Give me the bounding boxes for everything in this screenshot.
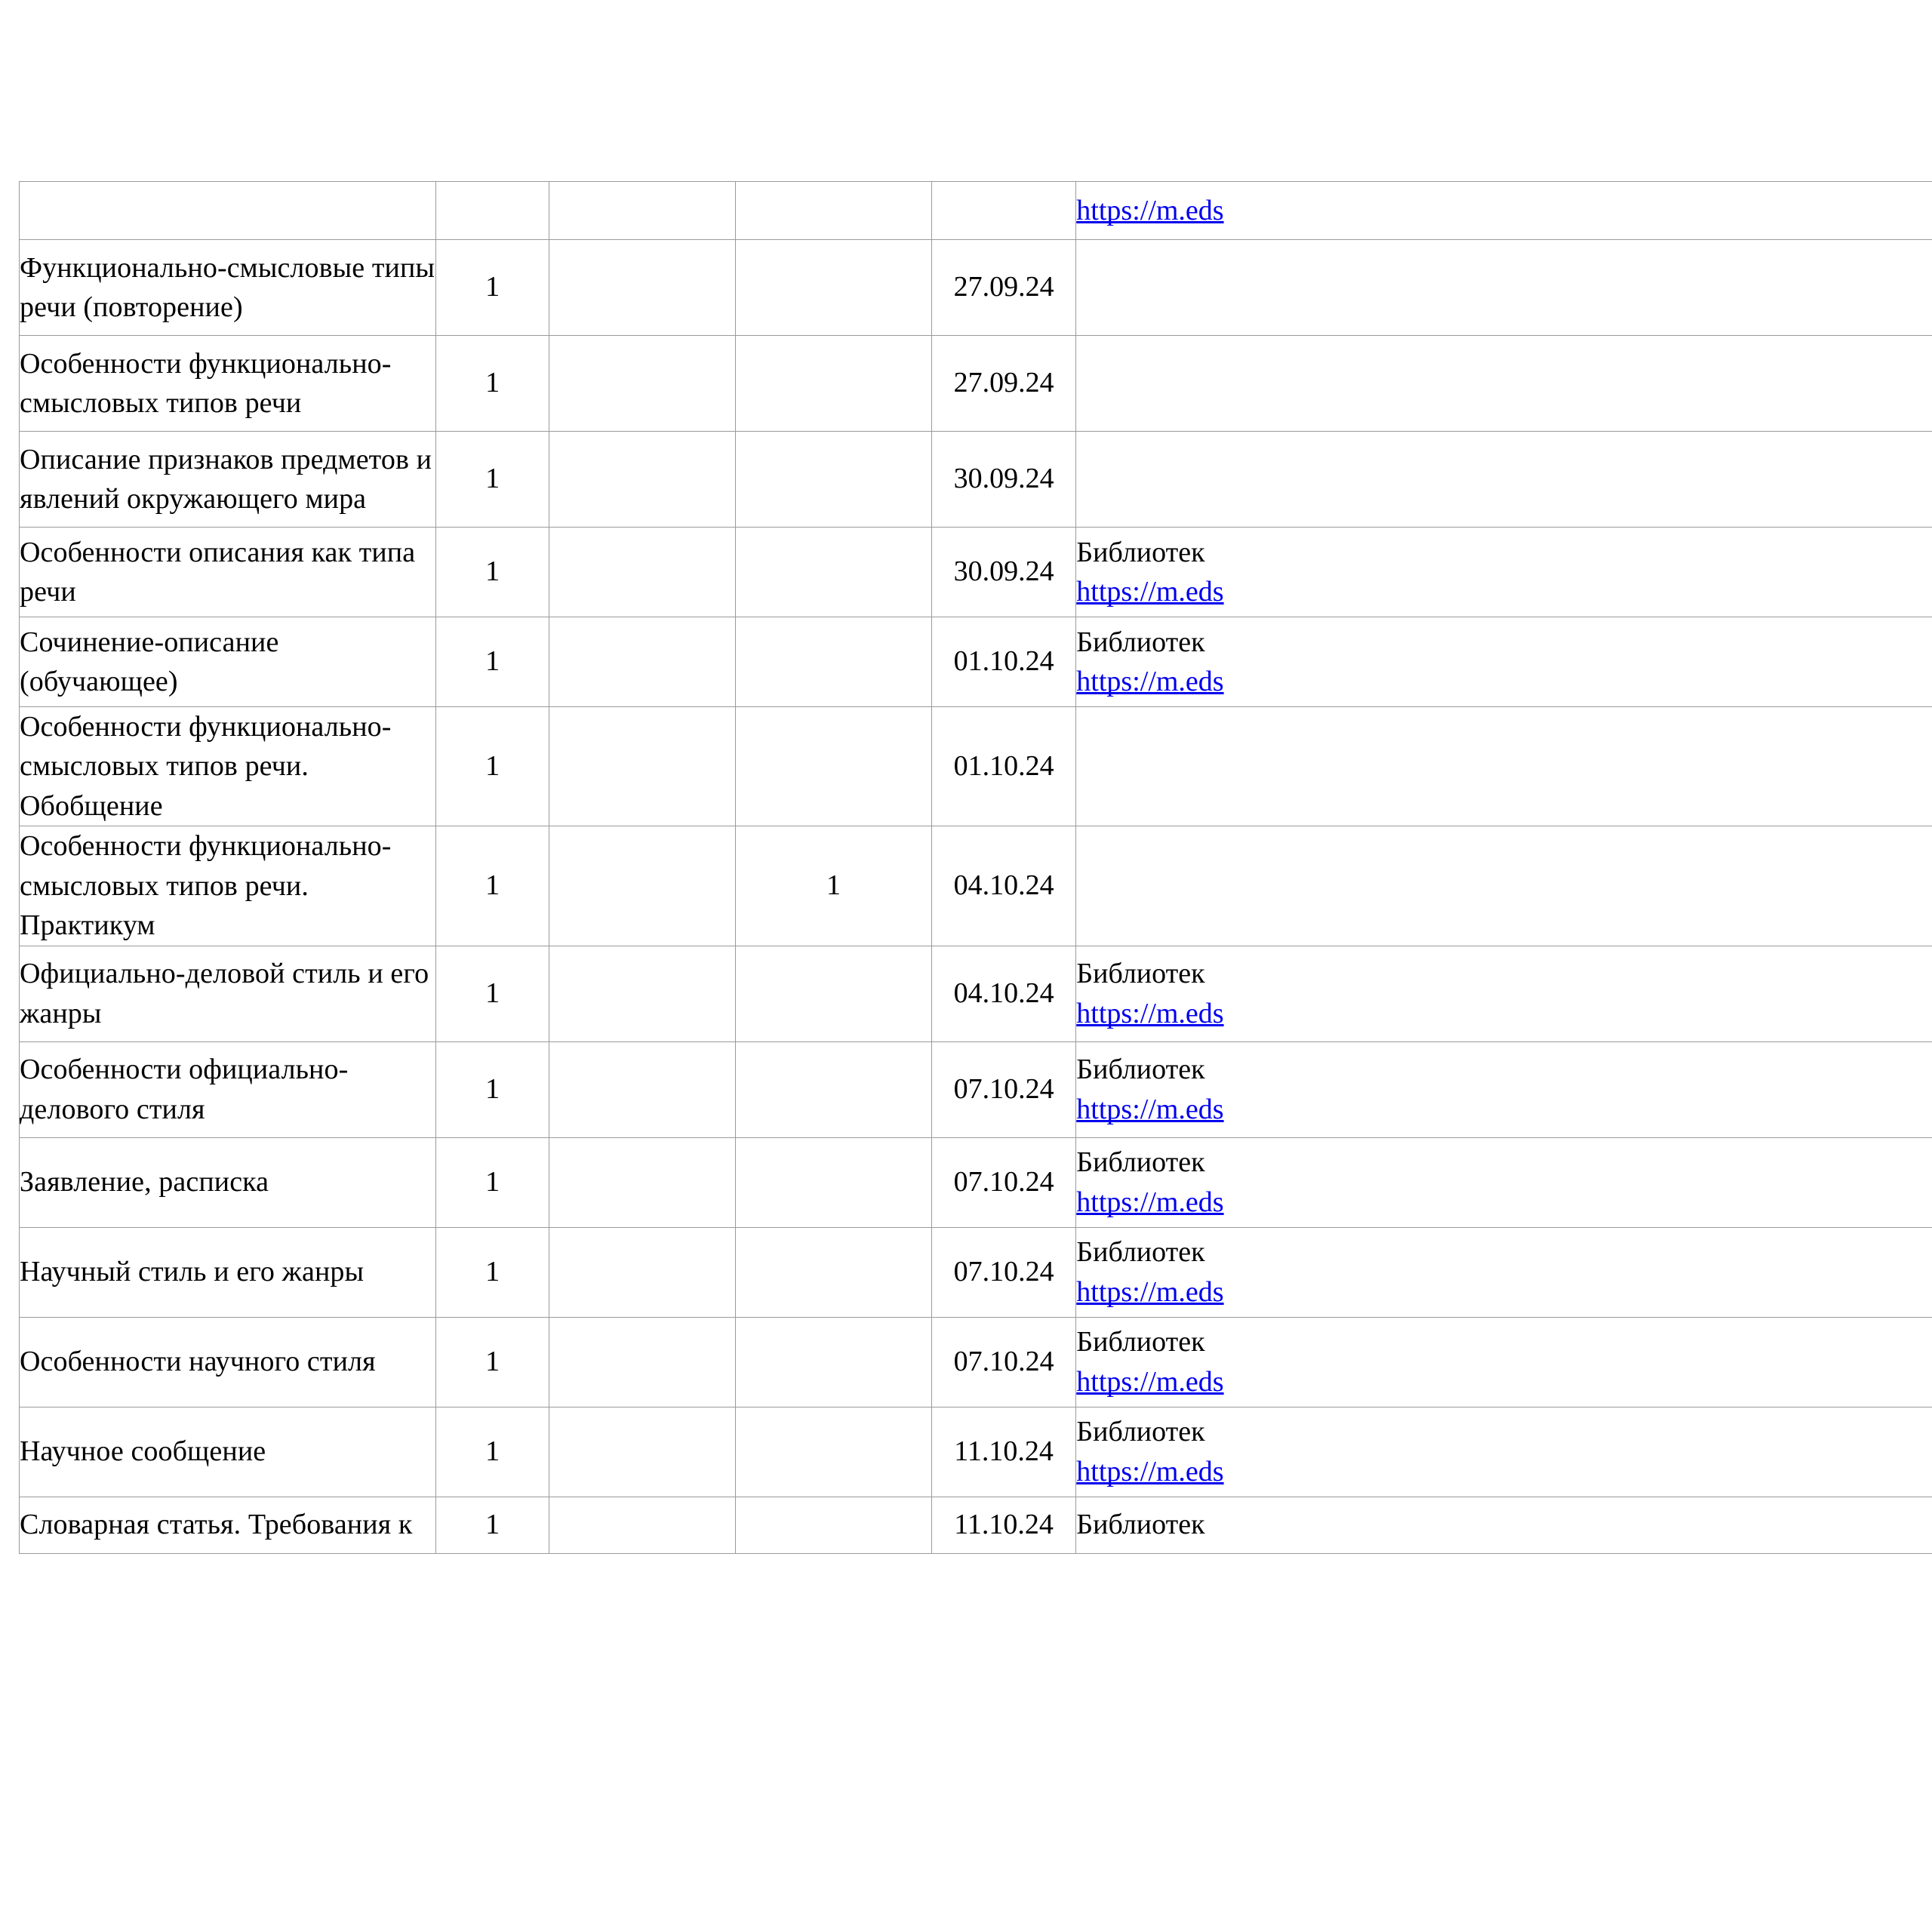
cell-topic	[20, 182, 436, 240]
resource-label: Библиотек	[1076, 1416, 1205, 1448]
cell-hours: 1	[436, 1497, 549, 1553]
cell-hours: 1	[436, 826, 549, 946]
cell-control-works	[549, 336, 736, 432]
cell-control-works	[549, 707, 736, 826]
cell-resource	[1076, 946, 1932, 1041]
table-row	[20, 1041, 1932, 1137]
cell-topic: Научное сообщение	[20, 1407, 436, 1497]
cell-hours: 1	[436, 528, 549, 617]
cell-hours: 1	[436, 1317, 549, 1407]
cell-practice-works	[735, 528, 931, 617]
cell-topic: Особенности научного стиля	[20, 1317, 436, 1407]
cell-hours: 1	[436, 1137, 549, 1227]
table-row	[20, 1137, 1932, 1227]
cell-control-works	[549, 826, 736, 946]
cell-hours: 1	[436, 1041, 549, 1137]
cell-practice-works	[735, 617, 931, 707]
cell-control-works	[549, 182, 736, 240]
cell-date: 27.09.24	[931, 336, 1075, 432]
cell-date	[931, 182, 1075, 240]
cell-resource	[1076, 707, 1932, 826]
cell-resource	[1076, 1227, 1932, 1317]
cell-practice-works	[735, 1407, 931, 1497]
resource-link[interactable]: https://m.eds	[1076, 1455, 1224, 1487]
resource-link[interactable]: https://m.eds	[1076, 666, 1224, 697]
cell-practice-works	[735, 1317, 931, 1407]
resource-label: Библиотек	[1076, 958, 1205, 990]
cell-date: 11.10.24	[931, 1497, 1075, 1553]
resource-link[interactable]: https://m.eds	[1076, 1093, 1224, 1125]
cell-date: 01.10.24	[931, 617, 1075, 707]
cell-topic: Заявление, расписка	[20, 1137, 436, 1227]
cell-date: 27.09.24	[931, 240, 1075, 336]
cell-practice-works	[735, 707, 931, 826]
cell-control-works	[549, 1227, 736, 1317]
cell-date: 11.10.24	[931, 1407, 1075, 1497]
cell-topic: Особенности описания как типа речи	[20, 528, 436, 617]
cell-control-works	[549, 1317, 736, 1407]
table-row	[20, 1227, 1932, 1317]
cell-resource	[1076, 1407, 1932, 1497]
resource-label: Библиотек	[1076, 1236, 1205, 1269]
cell-control-works	[549, 946, 736, 1041]
table-row	[20, 617, 1932, 707]
cell-hours: 1	[436, 617, 549, 707]
cell-control-works	[549, 432, 736, 528]
cell-control-works	[549, 240, 736, 336]
cell-date: 01.10.24	[931, 707, 1075, 826]
cell-resource	[1076, 617, 1932, 707]
cell-topic: Описание признаков предметов и явлений окружающего мира	[20, 432, 436, 528]
cell-practice-works	[735, 1497, 931, 1553]
resource-label: Библиотек	[1076, 626, 1205, 658]
cell-practice-works	[735, 182, 931, 240]
cell-hours: 1	[436, 336, 549, 432]
cell-control-works	[549, 1407, 736, 1497]
lesson-plan-body	[20, 182, 1932, 1554]
resource-label: Библиотек	[1076, 1508, 1205, 1540]
cell-practice-works: 1	[735, 826, 931, 946]
resource-label: Библиотек	[1076, 1146, 1205, 1179]
cell-resource	[1076, 1317, 1932, 1407]
cell-date: 07.10.24	[931, 1137, 1075, 1227]
resource-link[interactable]: https://m.eds	[1076, 576, 1224, 608]
cell-hours: 1	[436, 240, 549, 336]
resource-link[interactable]: https://m.eds	[1076, 1275, 1224, 1308]
cell-resource	[1076, 432, 1932, 528]
table-row	[20, 182, 1932, 240]
cell-hours: 1	[436, 707, 549, 826]
cell-hours: 1	[436, 1227, 549, 1317]
resource-link[interactable]: https://m.eds	[1076, 1186, 1224, 1218]
table-row	[20, 707, 1932, 826]
table-row	[20, 528, 1932, 617]
cell-hours	[436, 182, 549, 240]
table-row	[20, 946, 1932, 1041]
cell-practice-works	[735, 946, 931, 1041]
cell-date: 30.09.24	[931, 528, 1075, 617]
table-row	[20, 826, 1932, 946]
cell-control-works	[549, 528, 736, 617]
cell-resource	[1076, 826, 1932, 946]
cell-resource	[1076, 1137, 1932, 1227]
resource-link[interactable]: https://m.eds	[1076, 997, 1224, 1029]
cell-resource	[1076, 1497, 1932, 1553]
cell-date: 04.10.24	[931, 946, 1075, 1041]
table-row	[20, 1407, 1932, 1497]
cell-practice-works	[735, 336, 931, 432]
cell-date: 30.09.24	[931, 432, 1075, 528]
cell-date: 04.10.24	[931, 826, 1075, 946]
cell-date: 07.10.24	[931, 1317, 1075, 1407]
cell-topic: Научный стиль и его жанры	[20, 1227, 436, 1317]
cell-practice-works	[735, 1137, 931, 1227]
resource-link[interactable]: https://m.eds	[1076, 1365, 1224, 1398]
table-clip-region	[0, 181, 1932, 1721]
cell-topic: Сочинение-описание (обучающее)	[20, 617, 436, 707]
cell-date: 07.10.24	[931, 1041, 1075, 1137]
cell-practice-works	[735, 1041, 931, 1137]
table-row	[20, 1317, 1932, 1407]
cell-control-works	[549, 1137, 736, 1227]
cell-practice-works	[735, 432, 931, 528]
lesson-plan-table	[19, 181, 1932, 1554]
cell-topic: Словарная статья. Требования к	[20, 1497, 436, 1553]
table-row	[20, 1497, 1932, 1553]
table-row	[20, 240, 1932, 336]
cell-resource	[1076, 528, 1932, 617]
resource-label: Библиотек	[1076, 1054, 1205, 1086]
cell-hours: 1	[436, 432, 549, 528]
cell-hours: 1	[436, 946, 549, 1041]
cell-resource	[1076, 240, 1932, 336]
cell-topic: Особенности официально-делового стиля	[20, 1041, 436, 1137]
cell-practice-works	[735, 240, 931, 336]
cell-practice-works	[735, 1227, 931, 1317]
resource-label: Библиотек	[1076, 536, 1205, 568]
cell-topic: Функционально-смысловые типы речи (повторение)	[20, 240, 436, 336]
cell-resource	[1076, 1041, 1932, 1137]
cell-resource	[1076, 336, 1932, 432]
cell-topic: Особенности функционально-смысловых типов речи. Практикум	[20, 826, 436, 946]
cell-resource	[1076, 182, 1932, 240]
cell-topic: Официально-деловой стиль и его жанры	[20, 946, 436, 1041]
resource-link[interactable]: https://m.eds	[1076, 194, 1224, 226]
cell-control-works	[549, 1497, 736, 1553]
table-row	[20, 336, 1932, 432]
table-row	[20, 432, 1932, 528]
cell-topic: Особенности функционально-смысловых типов речи	[20, 336, 436, 432]
cell-control-works	[549, 1041, 736, 1137]
cell-topic: Особенности функционально-смысловых типов речи. Обобщение	[20, 707, 436, 826]
cell-control-works	[549, 617, 736, 707]
resource-label: Библиотек	[1076, 1326, 1205, 1358]
cell-hours: 1	[436, 1407, 549, 1497]
cell-date: 07.10.24	[931, 1227, 1075, 1317]
